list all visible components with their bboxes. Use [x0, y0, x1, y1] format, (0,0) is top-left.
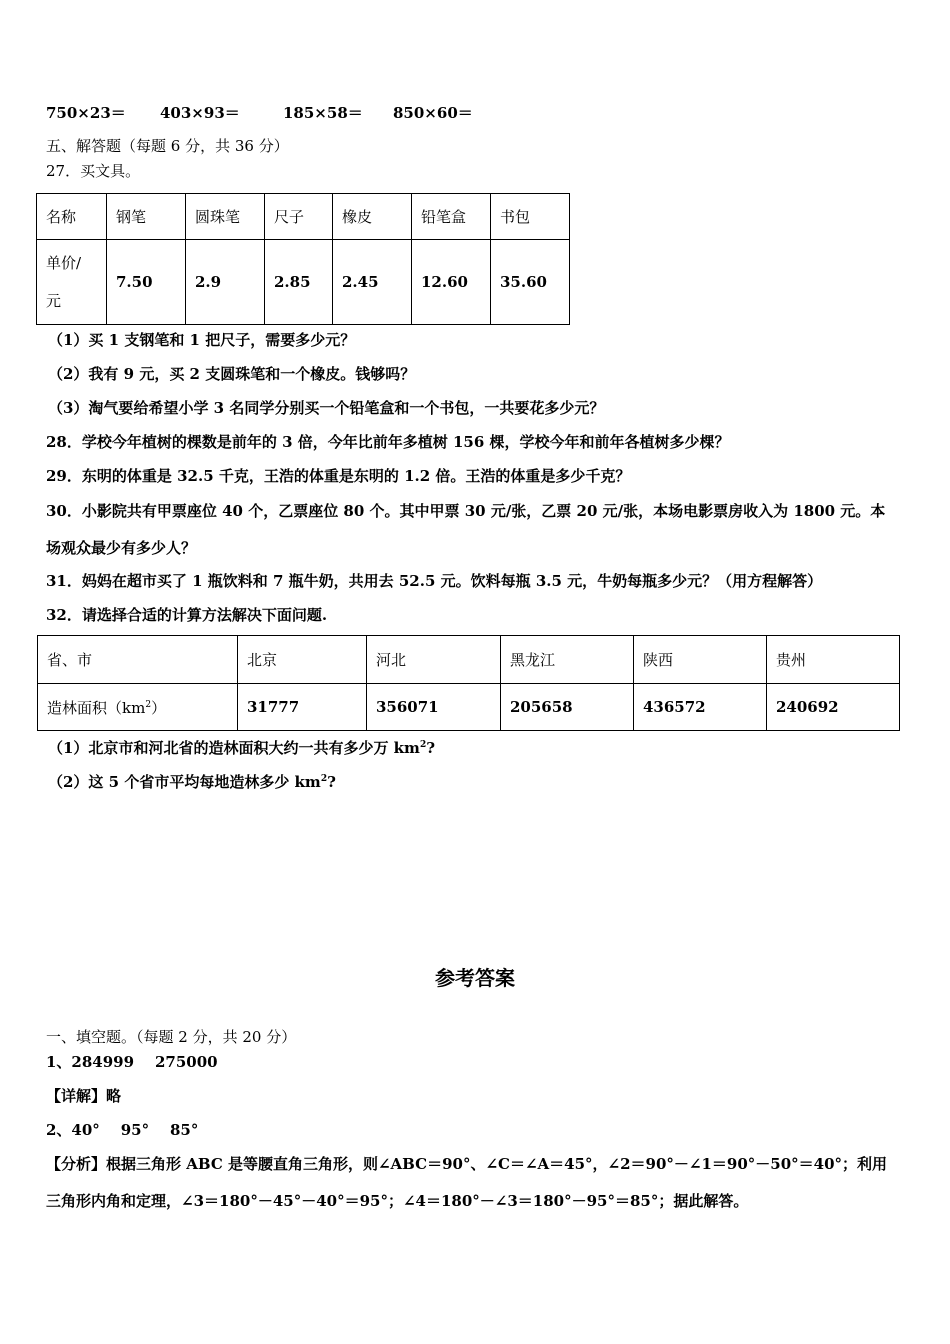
- table-cell: 240692: [767, 684, 900, 731]
- answers-section1-heading: 一、填空题。（每题 2 分，共 20 分）: [46, 1028, 297, 1046]
- table-row: [38, 684, 900, 731]
- table-cell: 35.60: [491, 240, 570, 325]
- answer-2-analysis-line2: 三角形内角和定理，∠3＝180°－45°－40°＝95°；∠4＝180°－∠3＝180°－95°＝85°；据此解答。: [46, 1192, 749, 1210]
- table-header-cell: 黑龙江: [501, 636, 634, 684]
- table-cell: 2.85: [265, 240, 333, 325]
- table-cell: 436572: [634, 684, 767, 731]
- table-cell: 7.50: [107, 240, 186, 325]
- table-cell: 2.45: [333, 240, 412, 325]
- table-header-cell: 贵州: [767, 636, 900, 684]
- table-header-cell: 铅笔盒: [412, 194, 491, 240]
- row-label-cell: [37, 240, 107, 325]
- table-cell: 12.60: [412, 240, 491, 325]
- table-row: [38, 636, 900, 684]
- q30-text-line2: 场观众最少有多少人？: [46, 539, 197, 557]
- answers-title: 参考答案: [435, 966, 515, 990]
- answer-1: 1、284999 275000: [46, 1053, 218, 1071]
- q27-sub3: （3）淘气要给希望小学 3 名同学分别买一个铅笔盒和一个书包，一共要花多少元？: [48, 399, 605, 417]
- q30-text-line1: 30．小影院共有甲票座位 40 个，乙票座位 80 个。其中甲票 30 元/张，乙票 20 元/张，本场电影票房收入为 1800 元。本: [46, 502, 886, 520]
- calc-item-1: 750×23＝: [46, 104, 126, 122]
- row-label-line-2: 元: [46, 292, 62, 310]
- q32-sub1: （1）北京市和河北省的造林面积大约一共有多少万 $km^2$?: [48, 739, 435, 757]
- answer-2: 2、40° 95° 85°: [46, 1121, 199, 1139]
- table-header-cell: 钢笔: [107, 194, 186, 240]
- table-row: [37, 240, 570, 325]
- answer-1-detail: 【详解】略: [46, 1087, 122, 1105]
- table-header-cell: 陕西: [634, 636, 767, 684]
- row-label-line-1: 单价/: [46, 254, 82, 272]
- q29-text: 29．东明的体重是 32.5 千克，王浩的体重是东明的 1.2 倍。王浩的体重是多少千克？: [46, 467, 631, 485]
- q32-title: 32．请选择合适的计算方法解决下面问题.: [46, 606, 328, 624]
- section5-heading: 五、解答题（每题 6 分，共 36 分）: [46, 137, 289, 155]
- q27-title: 27．买文具。: [46, 162, 141, 180]
- q27-sub2: （2）我有 9 元，买 2 支圆珠笔和一个橡皮。钱够吗？: [48, 365, 416, 383]
- table-header-cell: 北京: [238, 636, 367, 684]
- q32-sub2: （2）这 5 个省市平均每地造林多少 $km^2$?: [48, 773, 336, 791]
- table-cell: 2.9: [186, 240, 265, 325]
- row-label-cell: 造林面积$(km^2)$: [38, 684, 238, 731]
- answer-2-analysis-line1: 【分析】根据三角形 ABC 是等腰直角三角形，则∠ABC＝90°、∠C＝∠A＝45°，∠2＝90°－∠1＝90°－50°＝40°；利用: [46, 1155, 888, 1173]
- q32-area-table: [37, 635, 900, 731]
- table-header-cell: 省、市: [38, 636, 238, 684]
- table-header-cell: 名称: [37, 194, 107, 240]
- calc-item-2: 403×93＝: [160, 104, 240, 122]
- q27-price-table: [36, 193, 570, 325]
- table-cell: 31777: [238, 684, 367, 731]
- calc-item-3: 185×58＝: [283, 104, 363, 122]
- table-row: [37, 194, 570, 240]
- table-cell: 205658: [501, 684, 634, 731]
- q31-text: 31．妈妈在超市买了 1 瓶饮料和 7 瓶牛奶，共用去 52.5 元。饮料每瓶 3.5 元，牛奶每瓶多少元？（用方程解答）: [46, 572, 823, 590]
- q27-sub1: （1）买 1 支钢笔和 1 把尺子，需要多少元？: [48, 331, 356, 349]
- table-cell: 356071: [367, 684, 501, 731]
- table-header-cell: 圆珠笔: [186, 194, 265, 240]
- calc-item-4: 850×60＝: [393, 104, 473, 122]
- table-header-cell: 河北: [367, 636, 501, 684]
- table-header-cell: 橡皮: [333, 194, 412, 240]
- q28-text: 28．学校今年植树的棵数是前年的 3 倍，今年比前年多植树 156 棵，学校今年和前年各植树多少棵？: [46, 433, 730, 451]
- table-header-cell: 尺子: [265, 194, 333, 240]
- table-header-cell: 书包: [491, 194, 570, 240]
